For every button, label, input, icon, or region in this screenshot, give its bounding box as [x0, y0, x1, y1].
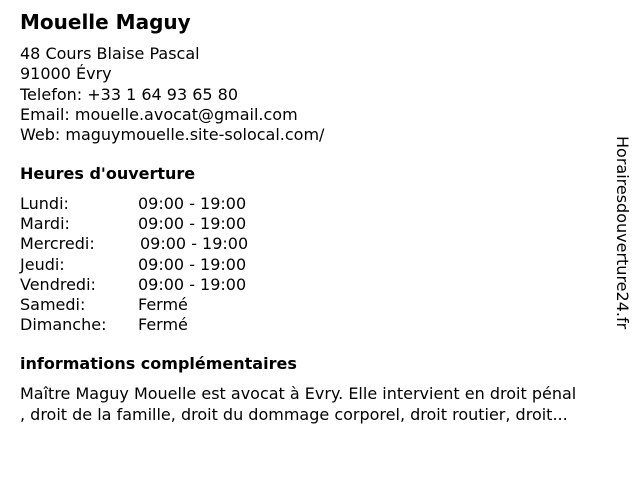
hours-day: Lundi:	[20, 194, 69, 213]
hours-row-tuesday	[20, 214, 420, 234]
site-watermark: Horairesdouverture24.fr	[613, 136, 632, 330]
hours-day: Dimanche:	[20, 315, 107, 335]
hours-day: Mercredi:	[20, 234, 95, 254]
address-city: 91000 Évry	[20, 64, 112, 84]
hours-row-wednesday	[20, 234, 420, 254]
hours-time: 09:00 - 19:00	[138, 214, 247, 234]
hours-time: Fermé	[138, 294, 188, 314]
hours-row-saturday	[20, 295, 420, 315]
description-line: Maître Maguy Mouelle est avocat à Evry. Elle intervient en droit pénal	[20, 384, 577, 403]
business-description	[20, 384, 630, 425]
website-address: Web: maguymouelle.site-solocal.com/	[20, 125, 325, 145]
description-line: , droit de la famille, droit du dommage corporel, droit routier, droit...	[20, 404, 568, 424]
hours-row-thursday	[20, 255, 420, 275]
hours-row-sunday	[20, 315, 420, 335]
phone-number: Telefon: +33 1 64 93 65 80	[20, 84, 239, 104]
opening-hours-heading: Heures d'ouverture	[20, 164, 196, 183]
hours-time: 09:00 - 19:00	[138, 194, 247, 213]
address-street: 48 Cours Blaise Pascal	[20, 44, 200, 63]
hours-day: Vendredi:	[20, 274, 96, 294]
hours-day: Samedi:	[20, 294, 86, 314]
hours-time: 09:00 - 19:00	[138, 254, 247, 274]
hours-day: Jeudi:	[20, 254, 65, 274]
hours-row-friday	[20, 275, 420, 295]
email-address: Email: mouelle.avocat@gmail.com	[20, 104, 298, 124]
opening-hours-table	[20, 194, 420, 335]
additional-info-heading: informations complémentaires	[20, 354, 297, 373]
hours-time: 09:00 - 19:00	[138, 274, 247, 294]
hours-row-monday	[20, 194, 420, 214]
business-name: Mouelle Maguy	[20, 10, 191, 34]
contact-block	[20, 44, 324, 145]
hours-time: 09:00 - 19:00	[140, 234, 249, 254]
hours-day: Mardi:	[20, 214, 70, 234]
hours-time: Fermé	[138, 315, 188, 335]
